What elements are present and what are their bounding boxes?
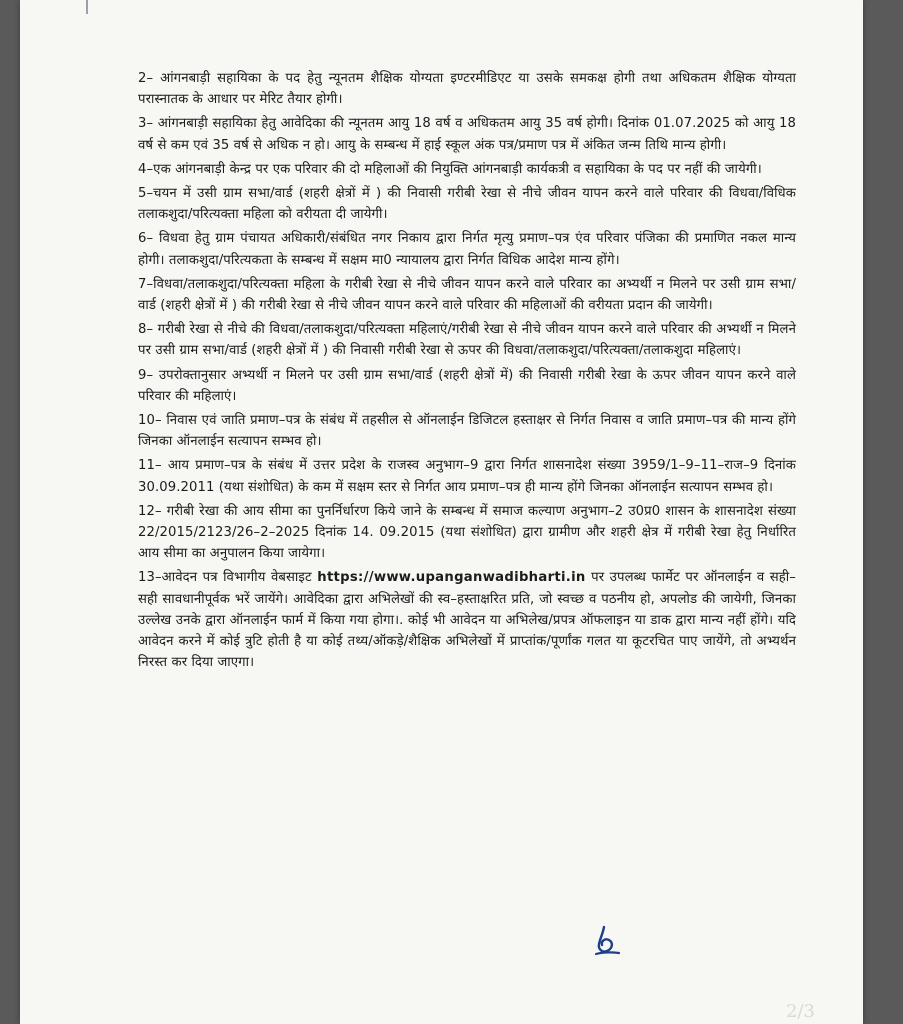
paragraph-6: 6– विधवा हेतु ग्राम पंचायत अधिकारी/संबंधित नगर निकाय द्वारा निर्गत मृत्यु प्रमाण–पत्र एंव परिवार पंजिका की प्रमाणित नकल मान्य होगी। तलाकशुदा/परित्यकता के सम्बन्ध में सक्षम मा0 न्यायालय द्वारा निर्गत विधिक आदेश मान्य होंगे। <box>138 231 796 268</box>
handwritten-signature-icon <box>590 924 622 958</box>
scan-edge-mark <box>86 0 88 14</box>
paragraph-3: 3– आंगनबाड़ी सहायिका हेतु आवेदिका की न्यूनतम आयु 18 वर्ष व अधिकतम आयु 35 वर्ष होगी। दिनांक 01.07.2025 को आयु 18 वर्ष से कम एवं 35 वर्ष से अधिक न हो। आयु के सम्बन्ध में हाई स्कूल अंक पत्र/प्रमाण पत्र में अंकित जन्म तिथि मान्य होगी। <box>138 116 796 153</box>
document-body <box>138 68 796 676</box>
paragraph-9: 9– उपरोक्तानुसार अभ्यर्थी न मिलने पर उसी ग्राम सभा/वार्ड (शहरी क्षेत्रों में) की निवासी गरीबी रेखा के ऊपर जीवन यापन करने वाले परिवार की महिलाएं। <box>138 367 796 404</box>
paragraph-10: 10– निवास एवं जाति प्रमाण–पत्र के संबंध में तहसील से ऑनलाईन डिजिटल हस्ताक्षर से निर्गत निवास व जाति प्रमाण–पत्र की मान्य होंगे जिनका ऑनलाईन सत्यापन सम्भव हो। <box>138 413 796 450</box>
page-number: 2/3 <box>786 1001 815 1022</box>
document-page <box>20 0 863 1024</box>
paragraph-8: 8– गरीबी रेखा से नीचे की विधवा/तलाकशुदा/परित्यक्ता महिलाएं/गरीबी रेखा से नीचे जीवन यापन करने वाले परिवार की अभ्यर्थी न मिलने पर उसी ग्राम सभा/वार्ड (शहरी क्षेत्रों में ) की निवासी गरीबी रेखा से ऊपर की विधवा/तलाकशुदा/परित्यक्ता/तलाकशुदा महिलाएं। <box>138 322 796 359</box>
paragraph-7: 7–विधवा/तलाकशुदा/परित्यक्ता महिला के गरीबी रेखा से नीचे जीवन यापन करने वाले परिवार का अभ्यर्थी न मिलने पर उसी ग्राम सभा/वार्ड (शहरी क्षेत्रों में ) की गरीबी रेखा से नीचे जीवन यापन करने वाले परिवार की महिलाओं की वरीयता प्रदान की जायेगी। <box>138 276 796 314</box>
paragraph-2: 2– आंगनबाड़ी सहायिका के पद हेतु न्यूनतम शैक्षिक योग्यता इण्टरमीडिएट या उसके समकक्ष होगी तथा अधिकतम शैक्षिक योग्यता परास्नातक के आधार पर मेरिट तैयार होगी। <box>138 71 796 108</box>
paragraph-13-rest: पर उपलब्ध फार्मेट पर ऑनलाईन व सही–सही सावधानीपूर्वक भरें जायेंगे। आवेदिका द्वारा अभिलेखों की स्व–हस्ताक्षरित प्रति, जो स्वच्छ व पठनीय हो, अपलोड की जायेगी, जिनका उल्लेख उनके द्वारा ऑनलाईन फार्म में किया गया होगा।. कोई भी आवेदन या अभिलेख/प्रपत्र ऑफलाइन या डाक द्वारा मान्य नहीं होंगे। यदि आवेदन करने में कोई त्रुटि होती है या कोई तथ्य/ऑकड़े/शैक्षिक अभिलेखों में प्राप्तांक/पूर्णांक गलत या कूटरचित पाए जायेंगे, तो अभ्यर्थन निरस्त कर दिया जाएगा। <box>138 570 797 671</box>
paragraph-12: 12– गरीबी रेखा की आय सीमा का पुनर्निर्धारण किये जाने के सम्बन्ध में समाज कल्याण अनुभाग–2 उ0प्र0 शासन के शासनादेश संख्या 22/2015/2123/26–2–2025 दिनांक 14. 09.2015 (यथा संशोधित) द्वारा ग्रामीण और शहरी क्षेत्र में गरीबी रेखा हेतु निर्धारित आय सीमा का अनुपालन किया जायेगा। <box>138 503 796 562</box>
website-link[interactable]: https://www.upanganwadibharti.in <box>317 570 586 586</box>
paragraph-13 <box>138 567 796 673</box>
paragraph-11: 11– आय प्रमाण–पत्र के संबंध में उत्तर प्रदेश के राजस्व अनुभाग–9 द्वारा निर्गत शासनादेश संख्या 3959/1–9–11–राज–9 दिनांक 30.09.2011 (यथा संशोधित) के कम में सक्षम स्तर से निर्गत आय प्रमाण–पत्र ही मान्य होंगे जिनका ऑनलाईन सत्यापन सम्भव हो। <box>138 458 796 495</box>
paragraph-13-lead: 13–आवेदन पत्र विभागीय वेबसाइट <box>138 570 318 586</box>
paragraph-4: 4–एक आंगनबाड़ी केन्द्र पर एक परिवार की दो महिलाओं की नियुक्ति आंगनबाड़ी कार्यकत्री व सहायिका के पद पर नहीं की जायेगी। <box>138 161 762 177</box>
paragraph-5: 5–चयन में उसी ग्राम सभा/वार्ड (शहरी क्षेत्रों में ) की निवासी गरीबी रेखा से नीचे जीवन यापन करने वाले परिवार की विधवा/विधिक तलाकशुदा/परित्यक्ता महिला को वरीयता दी जायेगी। <box>138 186 796 223</box>
